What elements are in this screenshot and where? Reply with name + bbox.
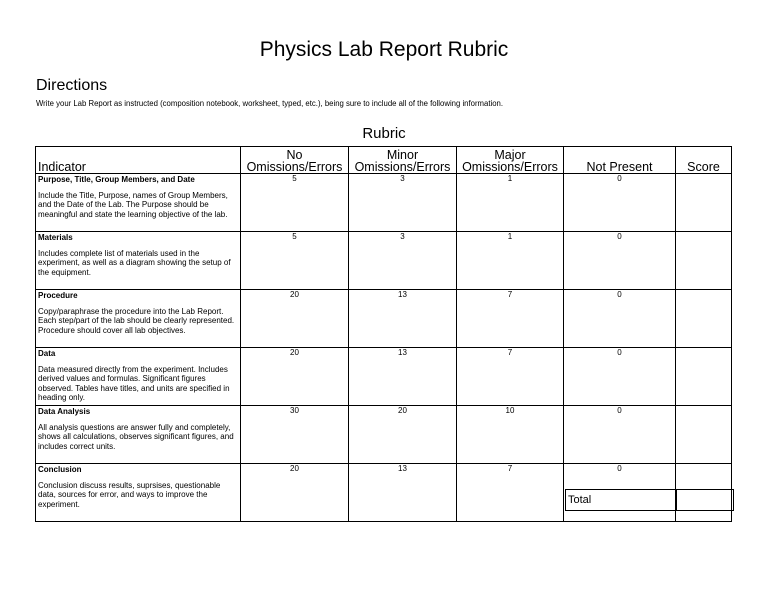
major-omissions-points: 10 (457, 406, 564, 464)
indicator-title: Data (38, 349, 56, 358)
score-cell[interactable] (676, 232, 732, 290)
major-omissions-points: 7 (457, 348, 564, 406)
total-table (565, 489, 734, 511)
rubric-header-row (36, 147, 732, 174)
no-omissions-points: 5 (241, 174, 349, 232)
not-present-points: 0 (564, 290, 676, 348)
minor-omissions-points: 13 (349, 348, 457, 406)
indicator-description: All analysis questions are answer fully and completely, shows all calculations, observes significant figures, and includes correct units. (38, 423, 234, 451)
header-indicator: Indicator (36, 147, 241, 174)
score-cell[interactable] (676, 174, 732, 232)
minor-omissions-points: 13 (349, 464, 457, 522)
indicator-description: Copy/paraphrase the procedure into the Lab Report. Each step/part of the lab should be clearly represented. Procedure should cover all lab objectives. (38, 307, 235, 335)
not-present-points: 0 (564, 174, 676, 232)
indicator-cell (36, 232, 241, 290)
no-omissions-points: 30 (241, 406, 349, 464)
table-row (36, 290, 732, 348)
indicator-description: Conclusion discuss results, suprsises, questionable data, sources for error, and ways to improve the experiment. (38, 481, 221, 509)
table-row (36, 232, 732, 290)
indicator-description: Data measured directly from the experiment. Includes derived values and formulas. Significant figures observed. Tables have titles, and units are specified in heading only. (38, 365, 230, 402)
indicator-cell (36, 406, 241, 464)
score-cell[interactable] (676, 406, 732, 464)
rubric-heading: Rubric (362, 125, 406, 142)
header-not-present: Not Present (564, 147, 676, 174)
minor-omissions-points: 13 (349, 290, 457, 348)
major-omissions-points: 7 (457, 464, 564, 522)
score-cell[interactable] (676, 348, 732, 406)
not-present-points: 0 (564, 464, 676, 522)
table-row (36, 348, 732, 406)
indicator-title: Procedure (38, 291, 78, 300)
indicator-cell (36, 174, 241, 232)
indicator-title: Data Analysis (38, 407, 91, 416)
major-omissions-points: 1 (457, 174, 564, 232)
indicator-cell (36, 464, 241, 522)
header-no-omissions: No Omissions/Errors (241, 147, 349, 174)
indicator-title: Conclusion (38, 465, 82, 474)
page-title: Physics Lab Report Rubric (259, 38, 509, 61)
table-row (36, 174, 732, 232)
minor-omissions-points: 20 (349, 406, 457, 464)
minor-omissions-points: 3 (349, 232, 457, 290)
indicator-title: Purpose, Title, Group Members, and Date (38, 175, 195, 184)
not-present-points: 0 (564, 232, 676, 290)
not-present-points: 0 (564, 406, 676, 464)
total-label: Total (566, 490, 677, 511)
total-row (566, 490, 734, 511)
indicator-title: Materials (38, 233, 73, 242)
header-major-omissions: Major Omissions/Errors (457, 147, 564, 174)
score-cell[interactable] (676, 290, 732, 348)
total-score-cell[interactable] (677, 490, 734, 511)
no-omissions-points: 20 (241, 464, 349, 522)
no-omissions-points: 20 (241, 348, 349, 406)
table-row (36, 406, 732, 464)
minor-omissions-points: 3 (349, 174, 457, 232)
indicator-description: Includes complete list of materials used in the experiment, as well as a diagram showing the setup of the equipment. (38, 249, 231, 277)
directions-text: Write your Lab Report as instructed (composition notebook, worksheet, typed, etc.), being sure to include all of the following information. (36, 99, 503, 108)
not-present-points: 0 (564, 348, 676, 406)
indicator-cell (36, 290, 241, 348)
header-score: Score (676, 147, 732, 174)
header-minor-omissions: Minor Omissions/Errors (349, 147, 457, 174)
directions-heading: Directions (36, 77, 108, 94)
no-omissions-points: 20 (241, 290, 349, 348)
no-omissions-points: 5 (241, 232, 349, 290)
major-omissions-points: 1 (457, 232, 564, 290)
indicator-description: Include the Title, Purpose, names of Group Members, and the Date of the Lab. The Purpose should be meaningful and state the learning objective of the lab. (38, 191, 228, 219)
rubric-table (35, 146, 732, 522)
major-omissions-points: 7 (457, 290, 564, 348)
indicator-cell (36, 348, 241, 406)
